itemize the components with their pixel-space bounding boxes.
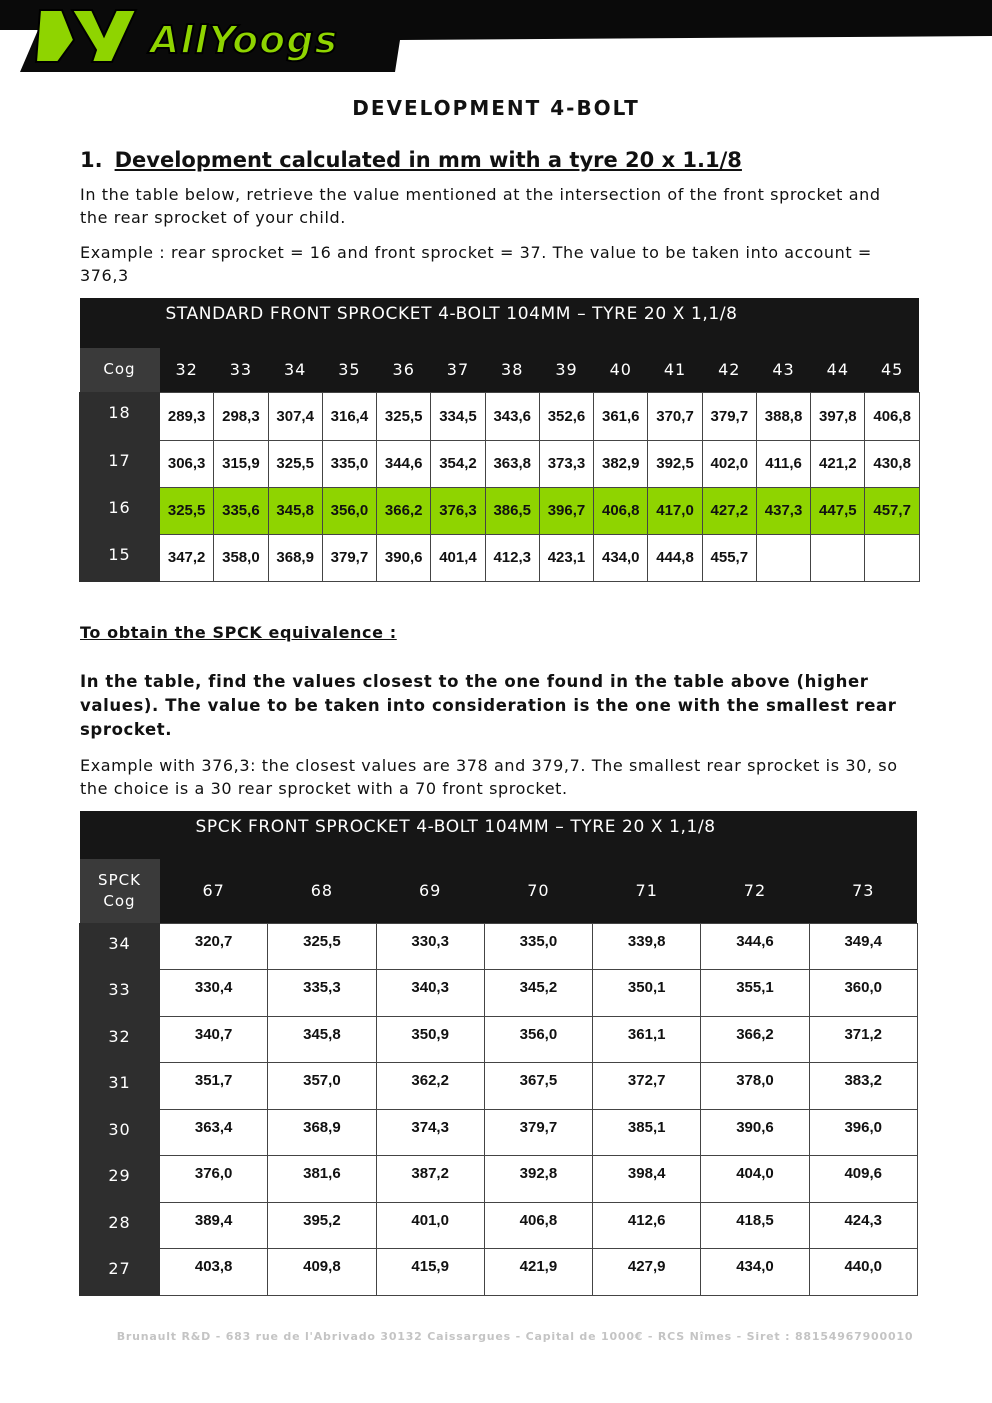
table-cell: 383,2 bbox=[809, 1063, 917, 1110]
table-cell: 434,0 bbox=[594, 534, 648, 581]
table-cell: 424,3 bbox=[809, 1202, 917, 1249]
table-cell: 381,6 bbox=[268, 1156, 376, 1203]
row-header: 28 bbox=[80, 1202, 160, 1249]
table-cell: 376,0 bbox=[160, 1156, 268, 1203]
table-cell: 392,5 bbox=[648, 440, 702, 487]
table-cell: 411,6 bbox=[756, 440, 810, 487]
spck-heading: To obtain the SPCK equivalence : bbox=[80, 623, 397, 642]
table-cell: 289,3 bbox=[160, 392, 214, 440]
table-cell: 404,0 bbox=[701, 1156, 809, 1203]
column-header: 45 bbox=[865, 348, 919, 392]
table-cell: 396,0 bbox=[809, 1109, 917, 1156]
table-cell: 444,8 bbox=[648, 534, 702, 581]
table-cell: 401,4 bbox=[431, 534, 485, 581]
table-cell: 358,0 bbox=[214, 534, 268, 581]
table-cell: 363,4 bbox=[160, 1109, 268, 1156]
table-cell: 395,2 bbox=[268, 1202, 376, 1249]
table-row bbox=[80, 970, 918, 1017]
table-cell: 355,1 bbox=[701, 970, 809, 1017]
table-cell: 335,0 bbox=[322, 440, 376, 487]
table-cell: 427,2 bbox=[702, 487, 756, 534]
table-cell: 374,3 bbox=[376, 1109, 484, 1156]
table-cell: 421,2 bbox=[811, 440, 865, 487]
column-header: 73 bbox=[809, 859, 917, 923]
row-header: 27 bbox=[80, 1249, 160, 1296]
table-cell: 430,8 bbox=[865, 440, 919, 487]
table-cell: 382,9 bbox=[594, 440, 648, 487]
table-cell: 376,3 bbox=[431, 487, 485, 534]
table-cell: 412,3 bbox=[485, 534, 539, 581]
table-cell: 417,0 bbox=[648, 487, 702, 534]
table-cell: 350,1 bbox=[593, 970, 701, 1017]
column-header-row bbox=[80, 348, 920, 392]
table-cell: 368,9 bbox=[268, 534, 322, 581]
table-cell: 409,6 bbox=[809, 1156, 917, 1203]
table-cell: 423,1 bbox=[539, 534, 593, 581]
table-cell: 434,0 bbox=[701, 1249, 809, 1296]
row-header: 17 bbox=[80, 440, 160, 487]
table-row bbox=[80, 1109, 918, 1156]
table-cell: 360,0 bbox=[809, 970, 917, 1017]
table-caption: STANDARD FRONT SPROCKET 4-BOLT 104MM – TYRE 20 X 1,1/8 bbox=[160, 298, 920, 348]
table-cell: 409,8 bbox=[268, 1249, 376, 1296]
row-header: 33 bbox=[80, 970, 160, 1017]
table-cell: 402,0 bbox=[702, 440, 756, 487]
corner-header: Cog bbox=[80, 348, 160, 392]
table-cell: 379,7 bbox=[702, 392, 756, 440]
page-title: DEVELOPMENT 4-BOLT bbox=[352, 96, 640, 120]
table-cell: 344,6 bbox=[701, 923, 809, 970]
table-cell: 406,8 bbox=[865, 392, 919, 440]
table-row bbox=[80, 534, 920, 581]
table-row bbox=[80, 392, 920, 440]
corner-line-1: SPCK bbox=[98, 870, 141, 889]
table-cell: 345,2 bbox=[484, 970, 592, 1017]
column-header: 33 bbox=[214, 348, 268, 392]
table-cell: 351,7 bbox=[160, 1063, 268, 1110]
table-cell: 339,8 bbox=[593, 923, 701, 970]
spck-example: Example with 376,3: the closest values are 378 and 379,7. The smallest rear sprocket is 30, so the choice is a 30 rear sprocket with a 70 front sprocket. bbox=[80, 756, 898, 798]
table-cell: 415,9 bbox=[376, 1249, 484, 1296]
table-cell: 340,7 bbox=[160, 1016, 268, 1063]
table-cell: 344,6 bbox=[377, 440, 431, 487]
table-cell: 340,3 bbox=[376, 970, 484, 1017]
header-banner bbox=[0, 0, 992, 74]
table-cell: 406,8 bbox=[484, 1202, 592, 1249]
table-cell bbox=[811, 534, 865, 581]
corner-line-2: Cog bbox=[103, 891, 136, 910]
table-cell: 379,7 bbox=[484, 1109, 592, 1156]
header-graphic bbox=[0, 0, 992, 74]
table-cell: 378,0 bbox=[701, 1063, 809, 1110]
table-cell: 349,4 bbox=[809, 923, 917, 970]
spck-instruction: In the table, find the values closest to the one found in the table above (higher values). The value to be taken into consideration is the one with the smallest rear sprocket. bbox=[80, 672, 897, 739]
table-cell: 418,5 bbox=[701, 1202, 809, 1249]
corner-header bbox=[80, 859, 160, 923]
table-cell: 427,9 bbox=[593, 1249, 701, 1296]
table-cell: 362,2 bbox=[376, 1063, 484, 1110]
table-caption-row bbox=[80, 298, 920, 348]
table-cell: 356,0 bbox=[484, 1016, 592, 1063]
column-header: 69 bbox=[376, 859, 484, 923]
section-title: Development calculated in mm with a tyre 20 x 1.1/8 bbox=[114, 148, 742, 172]
table-cell: 363,8 bbox=[485, 440, 539, 487]
table-cell: 315,9 bbox=[214, 440, 268, 487]
table-caption: SPCK FRONT SPROCKET 4-BOLT 104MM – TYRE 20 X 1,1/8 bbox=[160, 811, 918, 859]
table-cell: 320,7 bbox=[160, 923, 268, 970]
row-header: 16 bbox=[80, 487, 160, 534]
column-header: 41 bbox=[648, 348, 702, 392]
row-header: 32 bbox=[80, 1016, 160, 1063]
table-cell: 392,8 bbox=[484, 1156, 592, 1203]
table-cell: 403,8 bbox=[160, 1249, 268, 1296]
table-cell: 325,5 bbox=[377, 392, 431, 440]
column-header: 43 bbox=[756, 348, 810, 392]
column-header: 68 bbox=[268, 859, 376, 923]
column-header: 70 bbox=[484, 859, 592, 923]
table-cell: 379,7 bbox=[322, 534, 376, 581]
table-cell: 385,1 bbox=[593, 1109, 701, 1156]
column-header: 36 bbox=[377, 348, 431, 392]
footer-text: Brunault R&D - 683 rue de l'Abrivado 30132 Caissargues - Capital de 1000€ - RCS Nîmes - Siret : 88154967900010 bbox=[116, 1330, 914, 1343]
table-cell: 325,5 bbox=[268, 440, 322, 487]
column-header: 37 bbox=[431, 348, 485, 392]
column-header: 34 bbox=[268, 348, 322, 392]
table-cell: 357,0 bbox=[268, 1063, 376, 1110]
table-cell: 298,3 bbox=[214, 392, 268, 440]
table-cell: 330,4 bbox=[160, 970, 268, 1017]
table-cell bbox=[756, 534, 810, 581]
table-cell: 356,0 bbox=[322, 487, 376, 534]
row-header: 31 bbox=[80, 1063, 160, 1110]
section-number: 1. bbox=[80, 148, 103, 172]
table-cell: 306,3 bbox=[160, 440, 214, 487]
table-cell: 373,3 bbox=[539, 440, 593, 487]
table-cell: 361,6 bbox=[594, 392, 648, 440]
table-row bbox=[80, 1016, 918, 1063]
column-header: 44 bbox=[811, 348, 865, 392]
row-header: 30 bbox=[80, 1109, 160, 1156]
table-cell: 457,7 bbox=[865, 487, 919, 534]
table-cell: 335,6 bbox=[214, 487, 268, 534]
row-header: 34 bbox=[80, 923, 160, 970]
table-cell: 350,9 bbox=[376, 1016, 484, 1063]
table-cell: 440,0 bbox=[809, 1249, 917, 1296]
intro-text: In the table below, retrieve the value mentioned at the intersection of the front sprocket and the rear sprocket of your child. bbox=[80, 185, 881, 227]
table-cell: 397,8 bbox=[811, 392, 865, 440]
table-cell: 335,0 bbox=[484, 923, 592, 970]
table-cell: 347,2 bbox=[160, 534, 214, 581]
spck-heading-wrap bbox=[80, 621, 910, 644]
table-row bbox=[80, 1202, 918, 1249]
table-cell: 398,4 bbox=[593, 1156, 701, 1203]
table-row bbox=[80, 487, 920, 534]
column-header: 35 bbox=[322, 348, 376, 392]
table-cell: 354,2 bbox=[431, 440, 485, 487]
table-cell: 325,5 bbox=[160, 487, 214, 534]
table-caption-row bbox=[80, 811, 918, 859]
table-cell: 352,6 bbox=[539, 392, 593, 440]
spck-development-table bbox=[79, 811, 918, 1296]
table-cell: 334,5 bbox=[431, 392, 485, 440]
table-cell: 330,3 bbox=[376, 923, 484, 970]
column-header-row bbox=[80, 859, 918, 923]
table-cell: 396,7 bbox=[539, 487, 593, 534]
table-cell: 343,6 bbox=[485, 392, 539, 440]
table-cell: 325,5 bbox=[268, 923, 376, 970]
caption-spacer bbox=[80, 811, 160, 859]
table-cell: 335,3 bbox=[268, 970, 376, 1017]
column-header: 67 bbox=[160, 859, 268, 923]
table-row bbox=[80, 923, 918, 970]
table-cell: 401,0 bbox=[376, 1202, 484, 1249]
table-cell: 345,8 bbox=[268, 1016, 376, 1063]
column-header: 39 bbox=[539, 348, 593, 392]
table-cell: 371,2 bbox=[809, 1016, 917, 1063]
table-cell: 390,6 bbox=[377, 534, 431, 581]
table-cell: 455,7 bbox=[702, 534, 756, 581]
table-row bbox=[80, 440, 920, 487]
table-cell: 386,5 bbox=[485, 487, 539, 534]
section-heading bbox=[80, 148, 742, 172]
column-header: 38 bbox=[485, 348, 539, 392]
table-cell: 307,4 bbox=[268, 392, 322, 440]
table-cell: 387,2 bbox=[376, 1156, 484, 1203]
brand-logo-text: AllYoogs bbox=[150, 18, 339, 62]
table-cell: 370,7 bbox=[648, 392, 702, 440]
standard-development-table bbox=[79, 298, 920, 582]
row-header: 15 bbox=[80, 534, 160, 581]
table-cell: 390,6 bbox=[701, 1109, 809, 1156]
column-header: 40 bbox=[594, 348, 648, 392]
table-cell: 388,8 bbox=[756, 392, 810, 440]
table-cell: 367,5 bbox=[484, 1063, 592, 1110]
table-cell: 412,6 bbox=[593, 1202, 701, 1249]
table-cell: 447,5 bbox=[811, 487, 865, 534]
example-text: Example : rear sprocket = 16 and front sprocket = 37. The value to be taken into account = 376,3 bbox=[80, 243, 872, 285]
table-cell: 366,2 bbox=[701, 1016, 809, 1063]
table-cell: 389,4 bbox=[160, 1202, 268, 1249]
table-cell: 437,3 bbox=[756, 487, 810, 534]
table-cell: 368,9 bbox=[268, 1109, 376, 1156]
column-header: 32 bbox=[160, 348, 214, 392]
column-header: 71 bbox=[593, 859, 701, 923]
table-cell: 361,1 bbox=[593, 1016, 701, 1063]
table-cell: 366,2 bbox=[377, 487, 431, 534]
table-row bbox=[80, 1063, 918, 1110]
table-cell bbox=[865, 534, 919, 581]
table-cell: 406,8 bbox=[594, 487, 648, 534]
table-row bbox=[80, 1156, 918, 1203]
column-header: 42 bbox=[702, 348, 756, 392]
table-cell: 372,7 bbox=[593, 1063, 701, 1110]
table-cell: 421,9 bbox=[484, 1249, 592, 1296]
table-row bbox=[80, 1249, 918, 1296]
row-header: 18 bbox=[80, 392, 160, 440]
table-cell: 316,4 bbox=[322, 392, 376, 440]
row-header: 29 bbox=[80, 1156, 160, 1203]
table-cell: 345,8 bbox=[268, 487, 322, 534]
caption-spacer bbox=[80, 298, 160, 348]
column-header: 72 bbox=[701, 859, 809, 923]
